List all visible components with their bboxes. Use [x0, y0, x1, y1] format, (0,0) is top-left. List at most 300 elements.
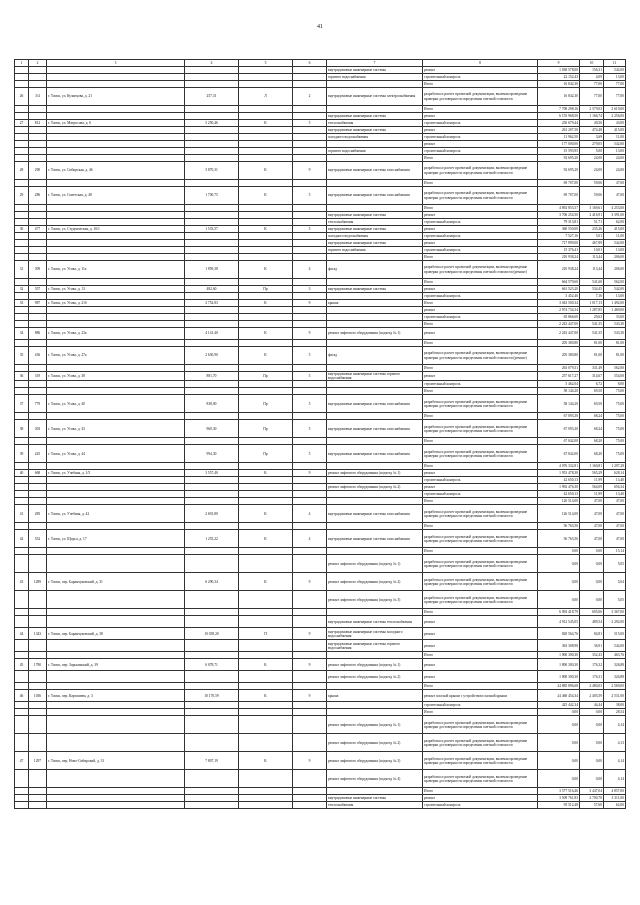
floor-count — [293, 155, 327, 162]
house-code: 436 — [29, 347, 47, 365]
total-area — [185, 219, 239, 226]
max-unit-cost: 75,00 — [604, 445, 626, 463]
total-area: 10 170,59 — [185, 690, 239, 702]
unit-cost: 541,60 — [580, 279, 604, 286]
house-code — [29, 134, 47, 141]
floor-count — [293, 388, 327, 395]
building-system — [327, 81, 423, 88]
work-type: ремонт — [423, 67, 538, 74]
max-unit-cost: 33,00 — [604, 314, 626, 321]
building-system: ремонт лифтового оборудования (подъезд № 1) — [327, 716, 423, 734]
building-system: крыша — [327, 300, 423, 307]
address — [47, 671, 185, 683]
work-type: ремонт — [423, 372, 538, 381]
address — [47, 233, 185, 240]
table-row — [15, 640, 626, 652]
row-number — [15, 180, 29, 187]
house-type — [239, 67, 293, 74]
row-number — [15, 548, 29, 555]
building-system: горячего водоснабжения — [327, 148, 423, 155]
house-type — [239, 134, 293, 141]
max-unit-cost: 326,88 — [604, 659, 626, 671]
table-row — [15, 659, 626, 671]
floor-count — [293, 591, 327, 609]
address — [47, 413, 185, 420]
house-type — [239, 141, 293, 148]
table-row — [15, 372, 626, 381]
house-code — [29, 734, 47, 752]
building-system: внутридомовые инженерные системы горячего водоснабжения — [327, 640, 423, 652]
table-row — [15, 88, 626, 106]
max-unit-cost: 5,04 — [604, 573, 626, 591]
total-area — [185, 205, 239, 212]
address — [47, 67, 185, 74]
max-unit-cost: 77,00 — [604, 81, 626, 88]
cost-value: 42 650,13 — [538, 491, 580, 498]
address — [47, 640, 185, 652]
table-row — [15, 609, 626, 616]
row-number: 36 — [15, 372, 29, 381]
floor-count — [293, 321, 327, 328]
building-system — [327, 381, 423, 388]
col-header: 7 — [327, 60, 423, 67]
max-unit-cost: 8,00 — [604, 381, 626, 388]
cost-value: 425 442,34 — [538, 702, 580, 709]
total-area — [185, 498, 239, 505]
floor-count — [293, 67, 327, 74]
unit-cost: 489,54 — [580, 616, 604, 628]
building-system: внутридомовые инженерные системы газоснабжения — [327, 530, 423, 548]
unit-cost: 47,00 — [580, 505, 604, 523]
row-number — [15, 113, 29, 120]
house-type — [239, 74, 293, 81]
work-type: разработка и расчет проектной документации, включая проведение проверки достоверности определения сметной стоимости — [423, 555, 538, 573]
row-number — [15, 716, 29, 734]
work-type: строительный контроль — [423, 233, 538, 240]
address — [47, 609, 185, 616]
floor-count — [293, 438, 327, 445]
address — [47, 219, 185, 226]
max-unit-cost: 47,00 — [604, 530, 626, 548]
address: г. Томск, ул. Усова, д. 13 — [47, 286, 185, 293]
max-unit-cost: 43,00 — [604, 120, 626, 127]
row-number — [15, 555, 29, 573]
max-unit-cost: 75,00 — [604, 438, 626, 445]
row-number — [15, 155, 29, 162]
max-unit-cost: 47,00 — [604, 180, 626, 187]
floor-count — [293, 180, 327, 187]
cost-value: 1 800 300,30 — [538, 671, 580, 683]
building-system: внутридомовые инженерные системы — [327, 240, 423, 247]
table-row — [15, 734, 626, 752]
row-number — [15, 640, 29, 652]
total-area: 4 141,40 — [185, 328, 239, 340]
total-area — [185, 671, 239, 683]
unit-cost: 5,01 — [580, 233, 604, 240]
row-number — [15, 293, 29, 300]
floor-count — [293, 555, 327, 573]
table-row — [15, 802, 626, 809]
cost-value: 3 452,40 — [538, 293, 580, 300]
max-unit-cost: 628,14 — [604, 470, 626, 477]
row-number — [15, 106, 29, 113]
address — [47, 548, 185, 555]
house-type — [239, 438, 293, 445]
table-row — [15, 628, 626, 640]
cost-value: 56 763,56 — [538, 530, 580, 548]
total-area — [185, 148, 239, 155]
table-row — [15, 113, 626, 120]
row-number — [15, 770, 29, 788]
floor-count: 5 — [293, 347, 327, 365]
table-row — [15, 530, 626, 548]
table-row — [15, 420, 626, 438]
unit-cost: 1 166,74 — [580, 113, 604, 120]
row-number: 40 — [15, 470, 29, 477]
table-row — [15, 205, 626, 212]
row-number — [15, 219, 29, 226]
cost-value: 0,00 — [538, 709, 580, 716]
total-area: 1 859,38 — [185, 261, 239, 279]
floor-count: 5 — [293, 226, 327, 233]
cost-value: 58 144,20 — [538, 388, 580, 395]
total-area — [185, 640, 239, 652]
cost-value: 1 800 300,30 — [538, 652, 580, 659]
work-type: ремонт — [423, 795, 538, 802]
table-row — [15, 477, 626, 484]
max-unit-cost: 13,40 — [604, 477, 626, 484]
row-number — [15, 609, 29, 616]
house-type — [239, 233, 293, 240]
unit-cost: 84,81 — [580, 628, 604, 640]
row-number: 27 — [15, 120, 29, 127]
house-code — [29, 307, 47, 314]
address — [47, 802, 185, 809]
floor-count — [293, 134, 327, 141]
work-type: Итого — [423, 463, 538, 470]
house-type — [239, 770, 293, 788]
house-type: Пр — [239, 372, 293, 381]
house-type — [239, 205, 293, 212]
house-type — [239, 591, 293, 609]
address — [47, 484, 185, 491]
unit-cost: 69,50 — [580, 388, 604, 395]
table-row — [15, 286, 626, 293]
house-type: К — [239, 226, 293, 233]
table-row — [15, 127, 626, 134]
unit-cost: 77,00 — [580, 88, 604, 106]
building-system — [327, 106, 423, 113]
cost-value: 210 938,24 — [538, 254, 580, 261]
unit-cost: 2 416,91 — [580, 212, 604, 219]
house-code — [29, 463, 47, 470]
house-code — [29, 254, 47, 261]
building-system: внутридомовые инженерные системы — [327, 67, 423, 74]
house-code — [29, 293, 47, 300]
house-type: Пр — [239, 420, 293, 438]
cost-value: 15 593,95 — [538, 148, 580, 155]
house-type — [239, 555, 293, 573]
floor-count: 9 — [293, 628, 327, 640]
total-area — [185, 548, 239, 555]
unit-cost: 7,16 — [580, 293, 604, 300]
unit-cost: 69,50 — [580, 395, 604, 413]
table-row — [15, 505, 626, 523]
cost-value: 16 842,30 — [538, 81, 580, 88]
total-area — [185, 314, 239, 321]
building-system: ремонт лифтового оборудования (подъезд № 2) — [327, 734, 423, 752]
table-row — [15, 81, 626, 88]
row-number — [15, 523, 29, 530]
address: г. Томск, ул. Усова, д. 23а — [47, 328, 185, 340]
building-system: ремонт лифтового оборудования (подъезд № 1) — [327, 555, 423, 573]
work-type: ремонт — [423, 240, 538, 247]
work-type: ремонт — [423, 212, 538, 219]
cost-value: 67 842,00 — [538, 438, 580, 445]
address — [47, 365, 185, 372]
total-area — [185, 127, 239, 134]
building-system — [327, 709, 423, 716]
house-code — [29, 240, 47, 247]
work-type: ремонт — [423, 640, 538, 652]
row-number: 29 — [15, 187, 29, 205]
table-row — [15, 180, 626, 187]
table-row — [15, 591, 626, 609]
table-row — [15, 445, 626, 463]
row-number — [15, 81, 29, 88]
work-type: Итого — [423, 340, 538, 347]
house-type: К — [239, 187, 293, 205]
building-system: ремонт лифтового оборудования (подъезд № 3) — [327, 591, 423, 609]
table-row — [15, 671, 626, 683]
work-type: строительный контроль — [423, 477, 538, 484]
address: г. Томск, ул. Учебная, д. 42 — [47, 505, 185, 523]
cost-value: 664 579,60 — [538, 279, 580, 286]
max-unit-cost: 1 469,00 — [604, 307, 626, 314]
house-code — [29, 279, 47, 286]
house-code — [29, 709, 47, 716]
floor-count — [293, 205, 327, 212]
building-system: горячего водоснабжения — [327, 74, 423, 81]
unit-cost: 68,24 — [580, 413, 604, 420]
cost-value: 4 892 853,57 — [538, 205, 580, 212]
work-type: Итого — [423, 652, 538, 659]
work-type: Итого — [423, 438, 538, 445]
building-system: внутридомовые инженерные системы газоснабжения — [327, 187, 423, 205]
cost-value: 1 953 478,30 — [538, 470, 580, 477]
house-code: 1780 — [29, 659, 47, 671]
house-type: Пр — [239, 445, 293, 463]
cost-value: 717 899,00 — [538, 240, 580, 247]
building-system — [327, 702, 423, 709]
max-unit-cost: 4 253,00 — [604, 205, 626, 212]
table-row — [15, 293, 626, 300]
building-system: внутридомовые инженерные системы газоснабжения — [327, 162, 423, 180]
cost-value: 1 038 578,00 — [538, 67, 580, 74]
cost-value: 69 707,00 — [538, 187, 580, 205]
building-system: внутридомовые инженерные системы газоснабжения — [327, 420, 423, 438]
col-header: 5 — [239, 60, 293, 67]
house-code — [29, 795, 47, 802]
address: г. Томск, пер. Баранчуковский, д. 31 — [47, 573, 185, 591]
house-code — [29, 106, 47, 113]
table-row — [15, 240, 626, 247]
column-number-row — [15, 60, 626, 67]
unit-cost: 534,45 — [580, 286, 604, 293]
floor-count: 5 — [293, 187, 327, 205]
cost-value: 67 093,30 — [538, 420, 580, 438]
unit-cost: 51,71 — [580, 219, 604, 226]
max-unit-cost: 13,00 — [604, 74, 626, 81]
cost-value: 5 462,04 — [538, 381, 580, 388]
house-type — [239, 802, 293, 809]
max-unit-cost: 4,13 — [604, 734, 626, 752]
building-system: ремонт лифтового оборудования (подъезд № 2) — [327, 573, 423, 591]
row-number — [15, 591, 29, 609]
max-unit-cost: 543,30 — [604, 328, 626, 340]
floor-count — [293, 795, 327, 802]
house-code — [29, 702, 47, 709]
total-area — [185, 734, 239, 752]
row-number — [15, 683, 29, 690]
table-row — [15, 106, 626, 113]
unit-cost: 3 447,04 — [580, 788, 604, 795]
house-code — [29, 652, 47, 659]
total-area — [185, 141, 239, 148]
cost-value: 0,00 — [538, 716, 580, 734]
table-row — [15, 347, 626, 365]
row-number: 46 — [15, 690, 29, 702]
floor-count — [293, 802, 327, 809]
row-number: 44 — [15, 628, 29, 640]
max-unit-cost: 2 619,00 — [604, 106, 626, 113]
table-row — [15, 365, 626, 372]
total-area — [185, 74, 239, 81]
floor-count — [293, 702, 327, 709]
building-system: внутридомовые инженерные системы — [327, 212, 423, 219]
unit-cost: 1 160,81 — [580, 463, 604, 470]
address — [47, 127, 185, 134]
table-body — [15, 67, 626, 809]
unit-cost: 605,06 — [580, 609, 604, 616]
page-number: 41 — [317, 24, 323, 30]
address — [47, 702, 185, 709]
house-code — [29, 233, 47, 240]
floor-count — [293, 307, 327, 314]
floor-count: 9 — [293, 690, 327, 702]
unit-cost: 29,63 — [580, 314, 604, 321]
max-unit-cost: 463,76 — [604, 652, 626, 659]
table-row — [15, 381, 626, 388]
building-system: ремонт лифтового оборудования (подъезд № 1) — [327, 659, 423, 671]
row-number: 42 — [15, 530, 29, 548]
table-row — [15, 226, 626, 233]
address — [47, 81, 185, 88]
row-number: 34 — [15, 328, 29, 340]
table-row — [15, 555, 626, 573]
address: г. Томск, ул. Усова, д. 38 — [47, 372, 185, 381]
address — [47, 113, 185, 120]
floor-count — [293, 716, 327, 734]
address — [47, 212, 185, 219]
house-type — [239, 702, 293, 709]
unit-cost: 44,44 — [580, 702, 604, 709]
row-number: 38 — [15, 420, 29, 438]
max-unit-cost: 13,00 — [604, 148, 626, 155]
total-area: 881,70 — [185, 372, 239, 381]
house-code: 3/4 — [29, 88, 47, 106]
house-code — [29, 381, 47, 388]
address: г. Томск, ул. Кузнецова, д. 21 — [47, 88, 185, 106]
cost-value: 1 800 300,30 — [538, 659, 580, 671]
floor-count — [293, 491, 327, 498]
work-type: Итого — [423, 709, 538, 716]
total-area — [185, 113, 239, 120]
row-number — [15, 491, 29, 498]
address: г. Томск, ул. Учебная, д. 1/5 — [47, 470, 185, 477]
house-type — [239, 388, 293, 395]
building-system — [327, 491, 423, 498]
row-number — [15, 307, 29, 314]
max-unit-cost: 5,05 — [604, 591, 626, 609]
table-row — [15, 134, 626, 141]
row-number — [15, 141, 29, 148]
address: г. Томск, ул. Усова, д. 27а — [47, 347, 185, 365]
address — [47, 106, 185, 113]
row-number — [15, 67, 29, 74]
building-system: внутридомовые инженерные системы газоснабжения — [327, 505, 423, 523]
address: г. Томск, ул. Усова, д. 40 — [47, 395, 185, 413]
house-type — [239, 795, 293, 802]
work-type: Итого — [423, 321, 538, 328]
floor-count: 5 — [293, 395, 327, 413]
address: г. Томск, ул. Щорса, д. 17 — [47, 530, 185, 548]
total-area: 960,30 — [185, 420, 239, 438]
row-number — [15, 388, 29, 395]
floor-count: 9 — [293, 328, 327, 340]
cost-value: 6 092 418,79 — [538, 609, 580, 616]
house-code: 303 — [29, 420, 47, 438]
house-type — [239, 293, 293, 300]
house-type: К — [239, 470, 293, 477]
unit-cost: 40,56 — [580, 120, 604, 127]
house-type — [239, 734, 293, 752]
house-code — [29, 770, 47, 788]
total-area — [185, 340, 239, 347]
unit-cost: 0,00 — [580, 591, 604, 609]
floor-count: 9 — [293, 162, 327, 180]
total-area — [185, 180, 239, 187]
max-unit-cost: 656,34 — [604, 484, 626, 491]
building-system: внутридомовые инженерные системы — [327, 795, 423, 802]
floor-count: 5 — [293, 420, 327, 438]
cost-value: 58 144,20 — [538, 395, 580, 413]
row-number: 37 — [15, 395, 29, 413]
building-system — [327, 314, 423, 321]
cost-value: 67 093,30 — [538, 413, 580, 420]
address: г. Томск, ул. Матросова, д. 6 — [47, 120, 185, 127]
unit-cost: 156,31 — [580, 67, 604, 74]
work-type: Итого — [423, 279, 538, 286]
unit-cost: 564,09 — [580, 484, 604, 491]
cost-value: 24 460 454,34 — [538, 690, 580, 702]
building-system — [327, 413, 423, 420]
work-type: строительный контроль — [423, 802, 538, 809]
table-row — [15, 690, 626, 702]
address — [47, 340, 185, 347]
building-system — [327, 609, 423, 616]
total-area — [185, 155, 239, 162]
